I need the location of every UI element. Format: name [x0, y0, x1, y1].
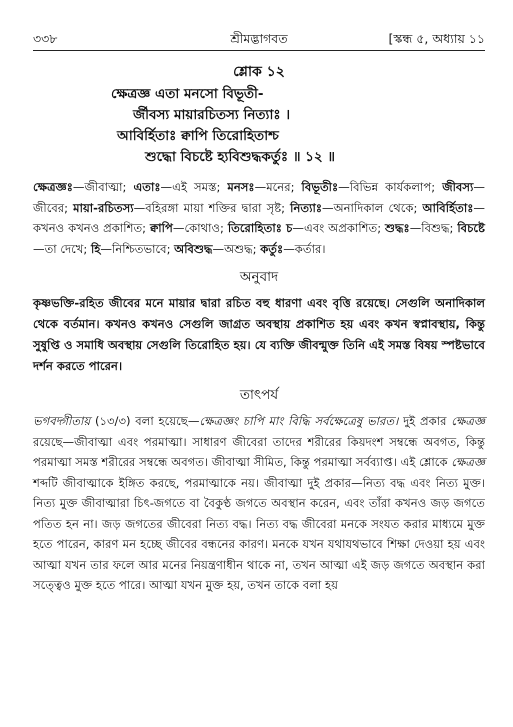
verse-line-1: ক্ষেত্রজ্ঞ এতা মনসো বিভূতী- — [111, 86, 264, 102]
synonym-term: তিরোহিতাঃ চ — [227, 221, 293, 235]
purport-fragment: রয়েছে—জীবাত্মা এবং পরমাত্মা। সাধারণ জীবেরা তাদের শরীরের কিয়দংশ সম্বন্ধে অবগত, কিন্তু পরমাত্মা সমস্ত শরীরের সম্বন্ধে অবগত। জীবাত্মা সীমিত, কিন্তু পরমাত্মা সর্বব্যাপ্ত। এই শ্লোকে — [33, 434, 485, 469]
translation-text: কৃষ্ণভক্তি-রহিত জীবের মনে মায়ার দ্বারা রচিত বহু ধারণা এবং বৃত্তি রয়েছে। সেগুলি অনাদিকাল থেকে বর্তমান। কখনও কখনও সেগুলি জাগ্রত অবস্থায় প্রকাশিত হয় এবং কখন স্বপ্নাবস্থায়, কিন্তু সুষুপ্তি ও সমাধি অবস্থায় সেগুলি তিরোহিত হয়। যে ব্যক্তি জীবন্মুক্ত তিনি এই সমস্ত বিষয় স্পষ্টভাবে দর্শন করতে পারেন। — [33, 296, 485, 373]
synonym-term: শুদ্ধঃ — [385, 221, 410, 235]
synonym-term: নিত্যাঃ — [290, 200, 322, 215]
synonym-meaning: —মনের; — [254, 180, 302, 194]
page — [33, 28, 485, 596]
synonym-meaning: —কখনও কখনও প্রকাশিত; — [33, 200, 485, 235]
synonym-term: জীবস্য — [442, 180, 474, 194]
running-header — [33, 28, 485, 51]
verse-number: শ্লোক ১২ — [233, 64, 285, 80]
italic-term: ক্ষেত্রজ্ঞ — [451, 455, 485, 469]
synonym-meaning: —জীবাত্মা; — [72, 180, 134, 194]
purport-fragment: (১৩/৩) বলা হয়েছে— — [90, 414, 200, 428]
synonym-meaning: —নিশ্চিতভাবে; — [100, 241, 175, 256]
synonym-term: ক্বাপি — [149, 221, 173, 235]
synonym-meaning: —তা দেখে; — [33, 241, 91, 256]
synonym-term: অবিশুদ্ধ — [174, 241, 213, 256]
synonym-meaning: —অনাদিকাল থেকে; — [322, 200, 423, 215]
italic-term: ক্ষেত্রজ্ঞ — [451, 414, 486, 428]
synonym-term: এতাঃ — [133, 180, 161, 194]
translation-heading: অনুবাদ — [239, 269, 279, 285]
synonym-meaning: —এবং অপ্রকাশিত; — [292, 221, 386, 235]
synonym-meaning: —বহিরঙ্গা মায়া শক্তির দ্বারা সৃষ্ট; — [133, 200, 291, 215]
scripture-reference: ভগবদ্গীতায় — [33, 414, 91, 428]
synonyms — [33, 177, 485, 259]
synonym-meaning: —বিভিন্ন কার্যকলাপ; — [338, 180, 443, 194]
verse-line-2: র্জীবস্য মায়ারচিতস্য নিত্যাঃ । — [133, 107, 291, 123]
purport-fragment: দুই প্রকার — [398, 414, 452, 428]
purport-text — [33, 411, 485, 596]
synonym-meaning: —জীবের; — [33, 180, 485, 215]
verse-text — [33, 84, 485, 168]
synonym-meaning: —বিশুদ্ধ; — [409, 221, 458, 235]
synonym-term: ক্ষেত্রজ্ঞঃ — [33, 180, 73, 194]
synonym-meaning: —কর্তার। — [283, 241, 326, 256]
chapter-reference: [স্কন্ধ ৫, অধ্যায় ১১ — [388, 31, 485, 46]
synonym-term: হি — [91, 241, 101, 256]
synonym-meaning: —এই সমস্ত; — [160, 180, 228, 194]
synonym-term: মনসঃ — [227, 180, 255, 194]
verse-line-3: আবির্হিতাঃ ক্বাপি তিরোহিতাশ্চ — [117, 128, 279, 144]
purport-fragment: শব্দটি জীবাত্মাকে ইঙ্গিত করছে, পরমাত্মাকে নয়। জীবাত্মা দুই প্রকার—নিত্য বদ্ধ এবং নিত্য মুক্ত। নিত্য মুক্ত জীবাত্মারা চিৎ-জগতে বা বৈকুণ্ঠ জগতে অবস্থান করেন, এবং তাঁরা কখনও জড় জগতে পতিত হন না। জড় জগতের জীবেরা নিত্য বদ্ধ। নিত্য বদ্ধ জীবেরা মনকে সংযত করার মাধ্যমে মুক্ত হতে পারেন, কারণ মন হচ্ছে জীবের বন্ধনের কারণ। মনকে যখন যথাযথভাবে শিক্ষা দেওয়া হয় এবং আত্মা যখন তার ফলে আর মনের নিয়ন্ত্রণাধীন থাকে না, তখন আত্মা এই জড় জগতে অবস্থান করা সত্ত্বেও মুক্ত হতে পারে। আত্মা যখন মুক্ত হয়, তখন তাকে বলা হয় — [33, 475, 485, 592]
synonym-meaning: —অশুদ্ধ; — [212, 241, 261, 256]
synonym-term: বিভূতীঃ — [301, 180, 339, 194]
purport-heading: তাৎপর্য — [239, 387, 279, 403]
synonym-term: মায়া-রচিতস্য — [73, 200, 134, 215]
synonym-term: বিচষ্টে — [457, 221, 485, 235]
scripture-quote: ক্ষেত্রজ্ঞং চাপি মাং বিদ্ধি সর্বক্ষেত্রেষু ভারত। — [199, 414, 399, 428]
book-title: শ্রীমদ্ভাগবত — [230, 31, 288, 46]
synonym-meaning: —কোথাও; — [172, 221, 228, 235]
synonym-term: আবির্হিতাঃ — [422, 200, 474, 215]
verse-line-4: শুদ্ধো বিচষ্টে হ্যবিশুদ্ধকর্তুঃ ॥ ১২ ॥ — [145, 149, 336, 165]
synonym-term: কর্তুঃ — [260, 241, 284, 256]
page-number: ৩৩৮ — [33, 31, 58, 46]
